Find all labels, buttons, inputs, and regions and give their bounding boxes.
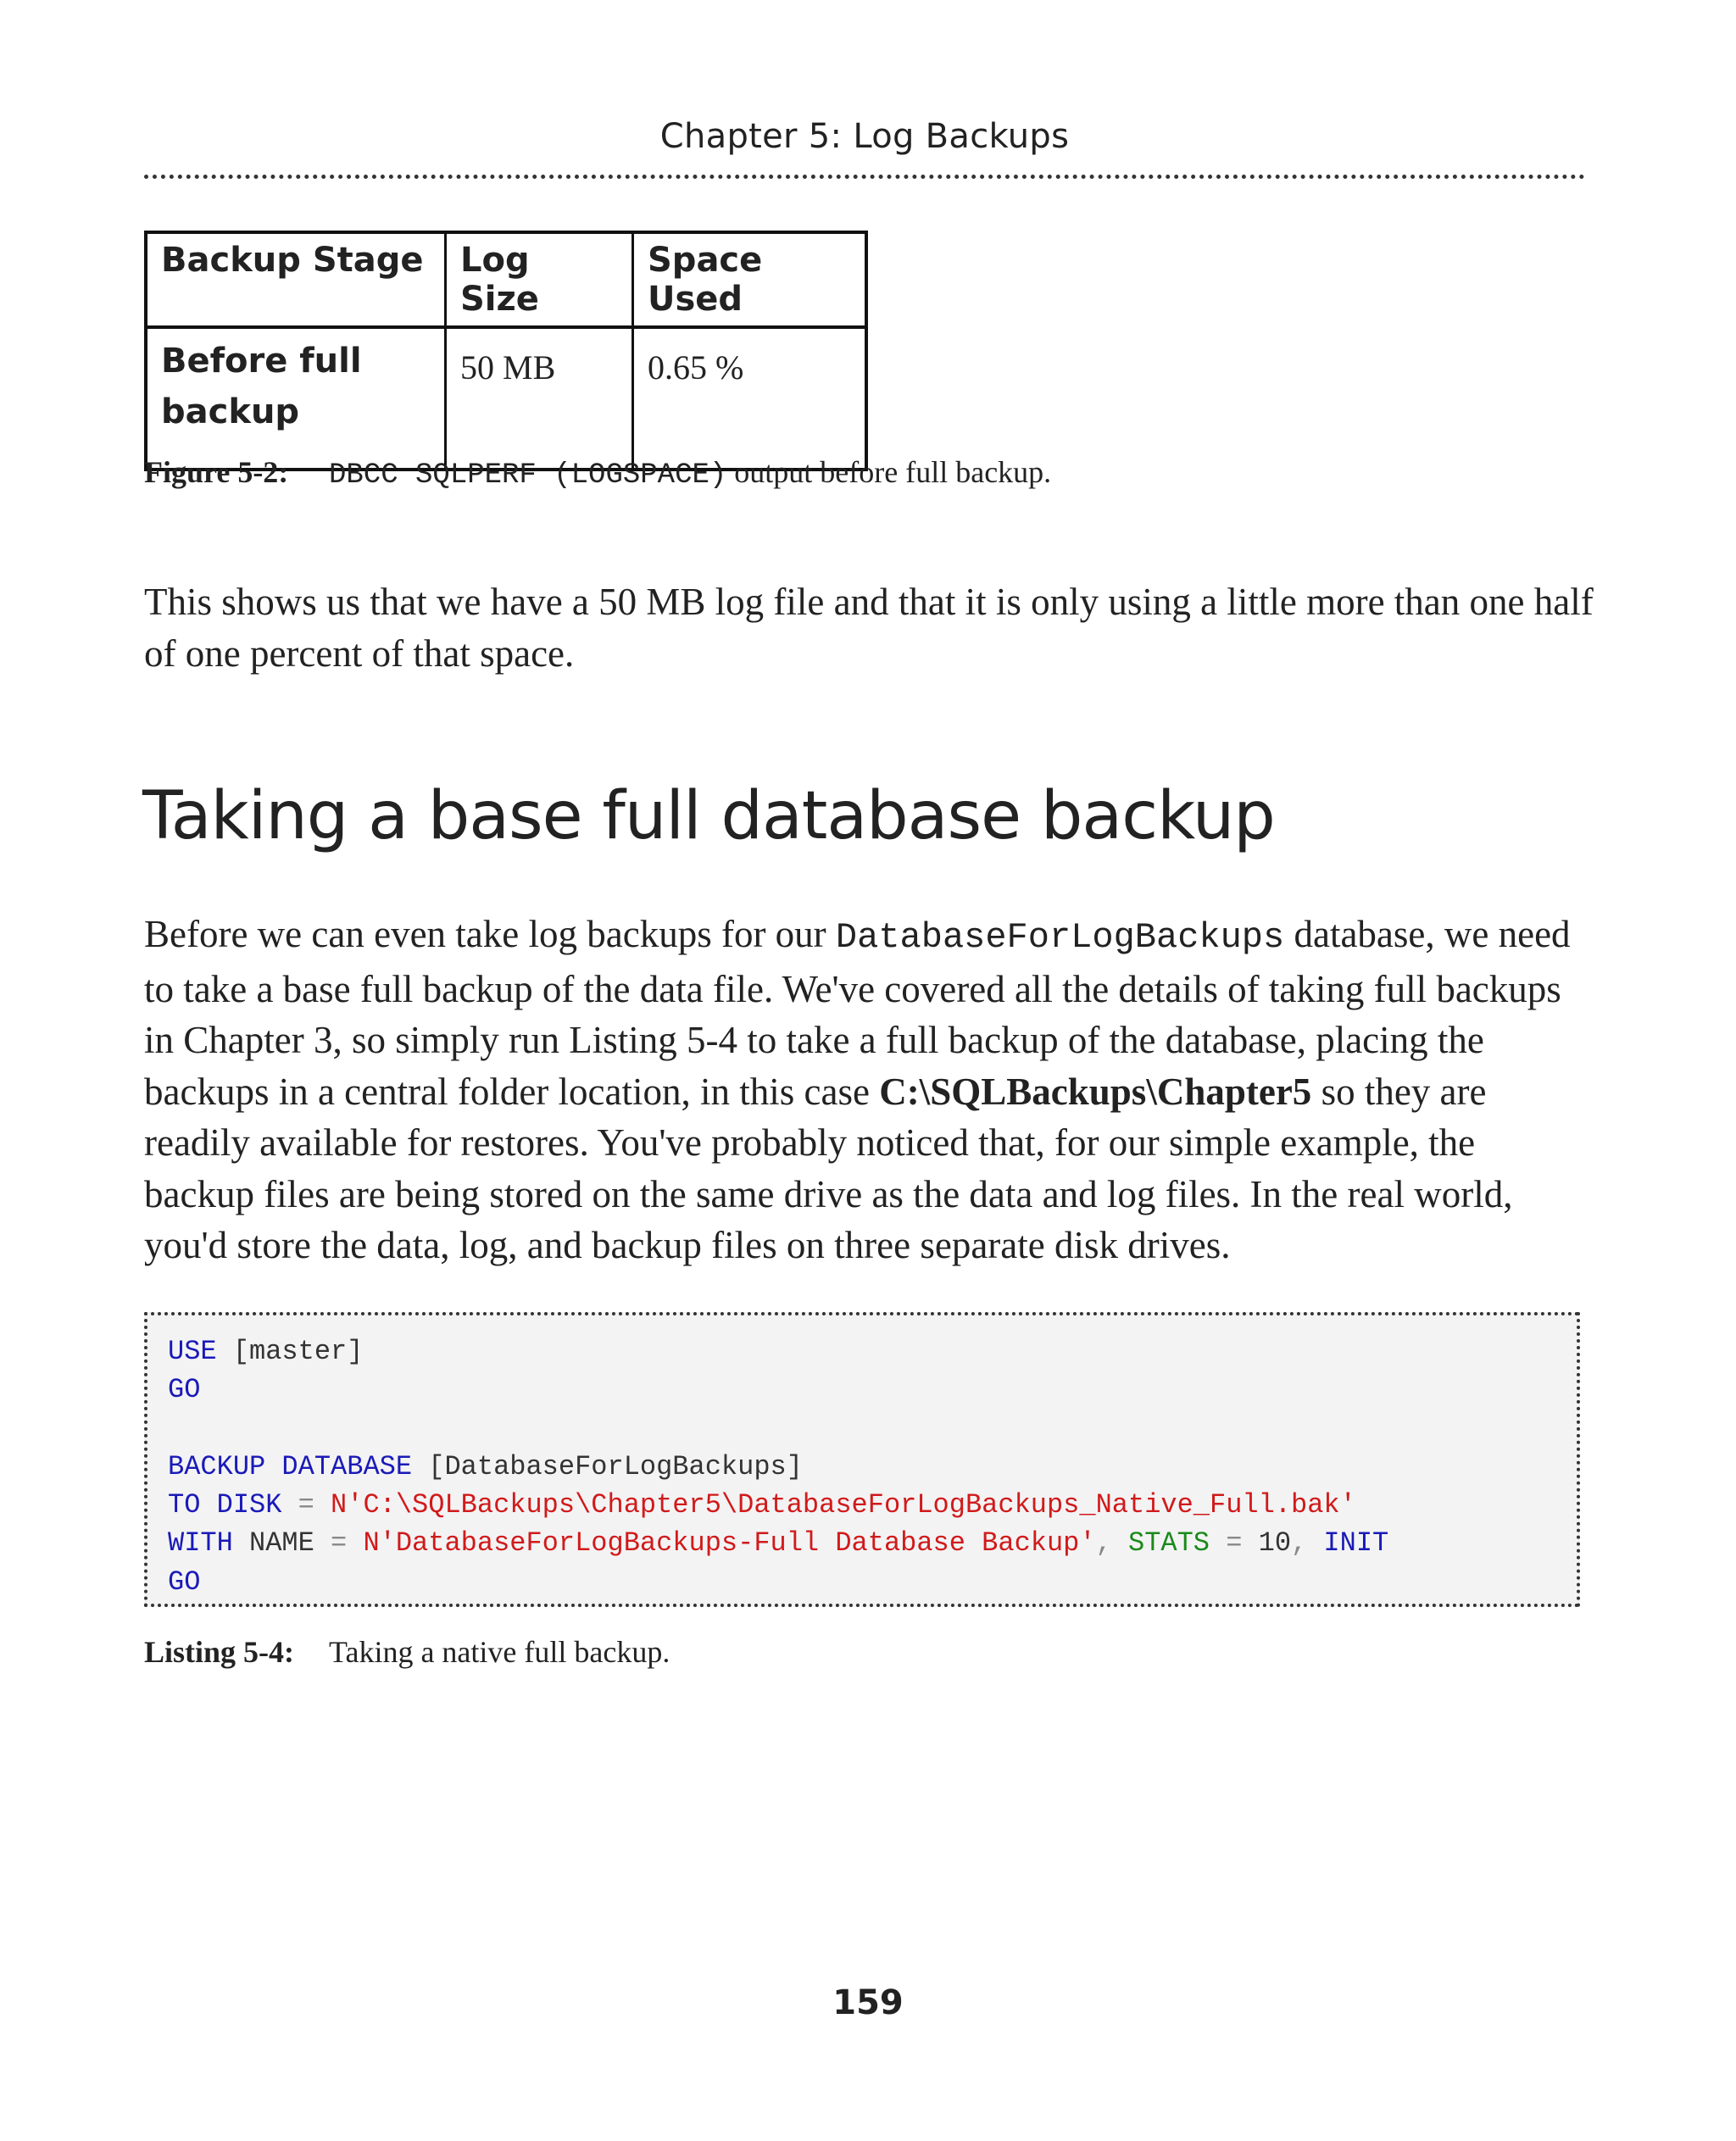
code-line-blank — [168, 1410, 1577, 1448]
figure-caption — [144, 454, 1051, 492]
section-heading: Taking a base full database backup — [142, 778, 1275, 854]
code-line — [168, 1524, 1577, 1562]
code-string: N'DatabaseForLogBackups-Full Database Backup' — [363, 1527, 1096, 1560]
table-row — [146, 327, 866, 470]
figure-caption-label: Figure 5-2: — [144, 455, 289, 489]
page-number: 159 — [832, 1983, 904, 2022]
figure-caption-text: output before full backup. — [726, 455, 1052, 489]
code-line — [168, 1486, 1577, 1524]
code-listing — [144, 1312, 1580, 1607]
code-line — [168, 1371, 1577, 1409]
code-line — [168, 1332, 1577, 1371]
code-keyword: WITH — [168, 1527, 233, 1560]
code-text: [DatabaseForLogBackups] — [412, 1450, 803, 1482]
column-header-log-size: Log Size — [446, 232, 633, 327]
paragraph-text: Before we can even take log backups for our — [144, 913, 836, 955]
cell-space-used: 0.65 % — [633, 327, 867, 470]
cell-log-size: 50 MB — [446, 327, 633, 470]
listing-caption — [144, 1634, 670, 1670]
code-keyword: TO DISK — [168, 1489, 282, 1521]
table-header-row — [146, 232, 866, 327]
code-operator: , — [1095, 1527, 1128, 1560]
code-operator: = — [1210, 1527, 1259, 1560]
backup-folder-path: C:\SQLBackups\Chapter5 — [879, 1070, 1312, 1113]
paragraph-text: database, we need to take a base full backup of the data file. We've covered all the details of taking full backups in Chapter 3, so simply run Listing 5-4 to take a full backup of the database, placing the backups in a central folder location, in this case — [144, 913, 1571, 1113]
database-name-code: DatabaseForLogBackups — [835, 917, 1285, 958]
column-header-backup-stage: Backup Stage — [146, 232, 446, 327]
code-operator: = — [314, 1527, 364, 1560]
figure-caption-code: DBCC SQLPERF (LOGSPACE) — [329, 459, 727, 492]
column-header-space-used: Space Used — [633, 232, 867, 327]
code-keyword: GO — [168, 1565, 201, 1598]
code-operator: , — [1291, 1527, 1324, 1560]
code-keyword: BACKUP DATABASE — [168, 1450, 413, 1482]
listing-caption-text: Taking a native full backup. — [329, 1635, 670, 1669]
code-text: NAME — [232, 1527, 314, 1560]
code-line — [168, 1448, 1577, 1486]
paragraph-text: so they are readily available for restores. You've probably noticed that, for our simple example, the backup files are being stored on the same drive as the data and log files. In the real world, you'd store the data, log, and backup files on three separate disk drives. — [144, 1070, 1513, 1266]
code-operator: = — [281, 1489, 331, 1521]
code-keyword: INIT — [1323, 1527, 1389, 1560]
code-string: N'C:\SQLBackups\Chapter5\DatabaseForLogBackups_Native_Full.bak' — [331, 1489, 1356, 1521]
paragraph-full-backup — [144, 909, 1594, 1271]
code-number: 10 — [1258, 1527, 1292, 1560]
running-header: Chapter 5: Log Backups — [659, 117, 1070, 156]
code-keyword: USE — [168, 1336, 217, 1367]
listing-caption-label: Listing 5-4: — [144, 1635, 295, 1669]
paragraph-log-usage: This shows us that we have a 50 MB log file and that it is only using a little more than one half of one percent of that space. — [144, 581, 1594, 675]
code-function: STATS — [1127, 1527, 1210, 1560]
code-line — [168, 1563, 1577, 1601]
header-divider — [144, 175, 1585, 179]
code-text: [master] — [216, 1336, 364, 1367]
cell-backup-stage: Before full backup — [146, 327, 446, 470]
log-space-table — [144, 231, 868, 471]
code-keyword: GO — [168, 1374, 201, 1406]
